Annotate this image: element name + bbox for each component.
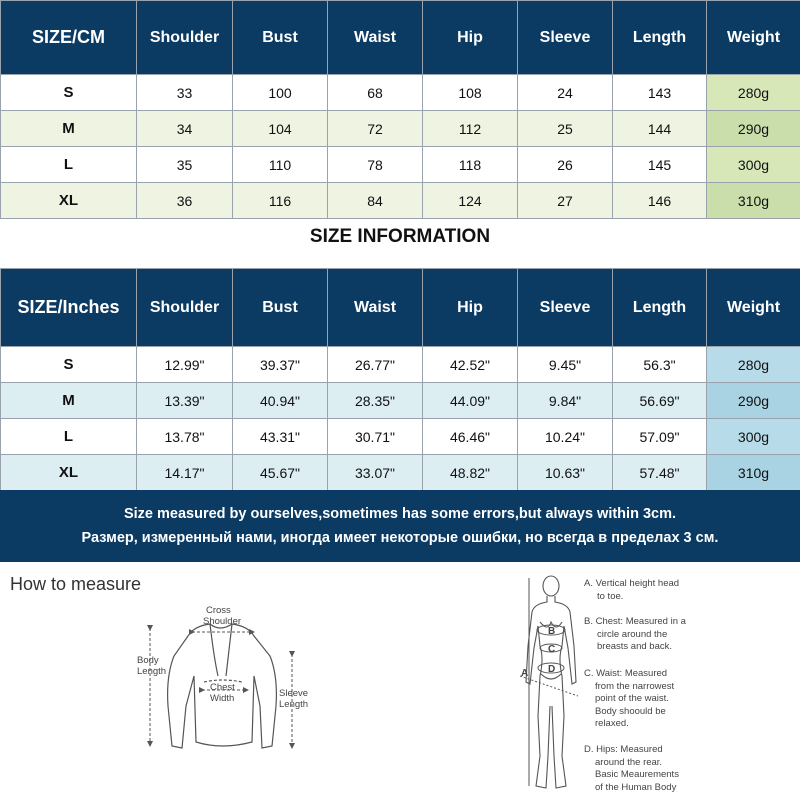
note-b <box>584 616 686 654</box>
cell: 46.46" <box>423 419 518 455</box>
cell-size: L <box>1 147 137 183</box>
header-waist: Waist <box>328 269 423 347</box>
cell: 12.99" <box>137 347 233 383</box>
cell-size: XL <box>1 455 137 491</box>
cell: 145 <box>613 147 707 183</box>
cell: 9.45" <box>518 347 613 383</box>
cell-weight: 280g <box>707 75 800 111</box>
cell: 39.37" <box>233 347 328 383</box>
note-b-line: B. Chest: Measured in a <box>584 616 686 627</box>
table-row <box>1 111 800 147</box>
table-row <box>1 147 800 183</box>
note-b-line: circle around the <box>597 628 668 640</box>
table-header-row <box>1 1 800 75</box>
cell-weight: 300g <box>707 419 800 455</box>
label-chest-width-2: Width <box>210 693 235 704</box>
cell: 35 <box>137 147 233 183</box>
note-c-line: from the narrowest <box>595 680 675 692</box>
cell: 9.84" <box>518 383 613 419</box>
table-row <box>1 419 800 455</box>
cell: 68 <box>328 75 423 111</box>
how-to-measure-title: How to measure <box>10 574 142 594</box>
note-c-line: Body shoould be <box>595 705 666 717</box>
header-weight: Weight <box>707 269 800 347</box>
note-c-line: C. Waist: Measured <box>584 668 668 679</box>
how-to-measure-section <box>0 566 800 800</box>
cell: 33.07" <box>328 455 423 491</box>
cell: 84 <box>328 183 423 219</box>
label-body-length-2: Length <box>137 666 167 677</box>
note-b-line: breasts and back. <box>597 641 672 652</box>
cell-size: L <box>1 419 137 455</box>
note-a-line: to toe. <box>597 590 624 602</box>
label-cross-shoulder-1: Cross <box>206 605 231 616</box>
section-title: SIZE INFORMATION <box>309 226 491 247</box>
cell-size: M <box>1 383 137 419</box>
cell: 10.24" <box>518 419 613 455</box>
cell: 100 <box>233 75 328 111</box>
header-shoulder: Shoulder <box>137 1 233 75</box>
label-chest-width-1: Chest <box>210 682 235 693</box>
label-sleeve-length-2: Length <box>279 699 309 710</box>
cell: 10.63" <box>518 455 613 491</box>
cell: 57.09" <box>613 419 707 455</box>
size-table-inches <box>0 268 800 491</box>
cell-weight: 310g <box>707 455 800 491</box>
table-row <box>1 455 800 491</box>
header-sleeve: Sleeve <box>518 1 613 75</box>
cell: 124 <box>423 183 518 219</box>
note-d <box>584 744 679 794</box>
cell: 26 <box>518 147 613 183</box>
cell: 104 <box>233 111 328 147</box>
label-body-length-1: Body <box>137 655 159 666</box>
header-bust: Bust <box>233 1 328 75</box>
cell-weight: 290g <box>707 383 800 419</box>
note-russian: Размер, измеренный нами, иногда имеет некоторые ошибки, но всегда в пределах 3 см. <box>81 530 719 546</box>
cell: 43.31" <box>233 419 328 455</box>
cell: 26.77" <box>328 347 423 383</box>
figure-letter-c: C <box>548 644 556 655</box>
cell-weight: 300g <box>707 147 800 183</box>
note-d-line: around the rear. <box>595 756 663 768</box>
cell: 13.78" <box>137 419 233 455</box>
note-c <box>584 668 674 731</box>
note-a-line: A. Vertical height head <box>584 578 680 589</box>
header-weight: Weight <box>707 1 800 75</box>
note-english: Size measured by ourselves,sometimes has some errors,but always within 3cm. <box>123 506 677 522</box>
header-sleeve: Sleeve <box>518 269 613 347</box>
header-hip: Hip <box>423 1 518 75</box>
cell: 78 <box>328 147 423 183</box>
cell-size: S <box>1 347 137 383</box>
header-bust: Bust <box>233 269 328 347</box>
measurement-note <box>0 490 800 562</box>
figure-letter-a: A <box>521 668 529 679</box>
header-hip: Hip <box>423 269 518 347</box>
cell: 144 <box>613 111 707 147</box>
cell: 48.82" <box>423 455 518 491</box>
header-length: Length <box>613 269 707 347</box>
cell: 143 <box>613 75 707 111</box>
cell: 33 <box>137 75 233 111</box>
note-c-line: point of the waist. <box>595 693 669 704</box>
cell-weight: 280g <box>707 347 800 383</box>
cell: 36 <box>137 183 233 219</box>
measure-illustrations <box>0 566 800 800</box>
header-size: SIZE/CM <box>1 1 137 75</box>
label-sleeve-length-1: Sleeve <box>279 688 309 699</box>
table-row <box>1 75 800 111</box>
header-length: Length <box>613 1 707 75</box>
size-table-cm <box>0 0 800 219</box>
cell: 56.69" <box>613 383 707 419</box>
cell: 108 <box>423 75 518 111</box>
cell: 28.35" <box>328 383 423 419</box>
header-shoulder: Shoulder <box>137 269 233 347</box>
header-waist: Waist <box>328 1 423 75</box>
cell-weight: 290g <box>707 111 800 147</box>
cell: 24 <box>518 75 613 111</box>
cell-weight: 310g <box>707 183 800 219</box>
figure-letter-b: B <box>548 626 556 637</box>
table-row <box>1 383 800 419</box>
cell: 110 <box>233 147 328 183</box>
table-row <box>1 347 800 383</box>
cell-size: M <box>1 111 137 147</box>
note-c-line: relaxed. <box>595 718 629 729</box>
cell: 34 <box>137 111 233 147</box>
cell-size: S <box>1 75 137 111</box>
cell-size: XL <box>1 183 137 219</box>
cell: 25 <box>518 111 613 147</box>
figure-letter-d: D <box>548 664 556 675</box>
header-size: SIZE/Inches <box>1 269 137 347</box>
cell: 112 <box>423 111 518 147</box>
note-d-line: D. Hips: Measured <box>584 744 663 755</box>
cell: 118 <box>423 147 518 183</box>
cell: 42.52" <box>423 347 518 383</box>
cell: 116 <box>233 183 328 219</box>
cell: 30.71" <box>328 419 423 455</box>
cell: 56.3" <box>613 347 707 383</box>
cell: 45.67" <box>233 455 328 491</box>
table-row <box>1 183 800 219</box>
cell: 40.94" <box>233 383 328 419</box>
cell: 27 <box>518 183 613 219</box>
cell: 57.48" <box>613 455 707 491</box>
label-cross-shoulder-2: Shoulder <box>203 616 242 627</box>
cell: 13.39" <box>137 383 233 419</box>
note-a <box>584 578 679 603</box>
human-body-figure-icon <box>526 576 576 788</box>
cell: 72 <box>328 111 423 147</box>
cell: 44.09" <box>423 383 518 419</box>
note-d-line: Basic Meaurements <box>595 769 679 780</box>
table-header-row <box>1 269 800 347</box>
note-d-line: of the Human Body <box>595 781 677 793</box>
cell: 146 <box>613 183 707 219</box>
cell: 14.17" <box>137 455 233 491</box>
